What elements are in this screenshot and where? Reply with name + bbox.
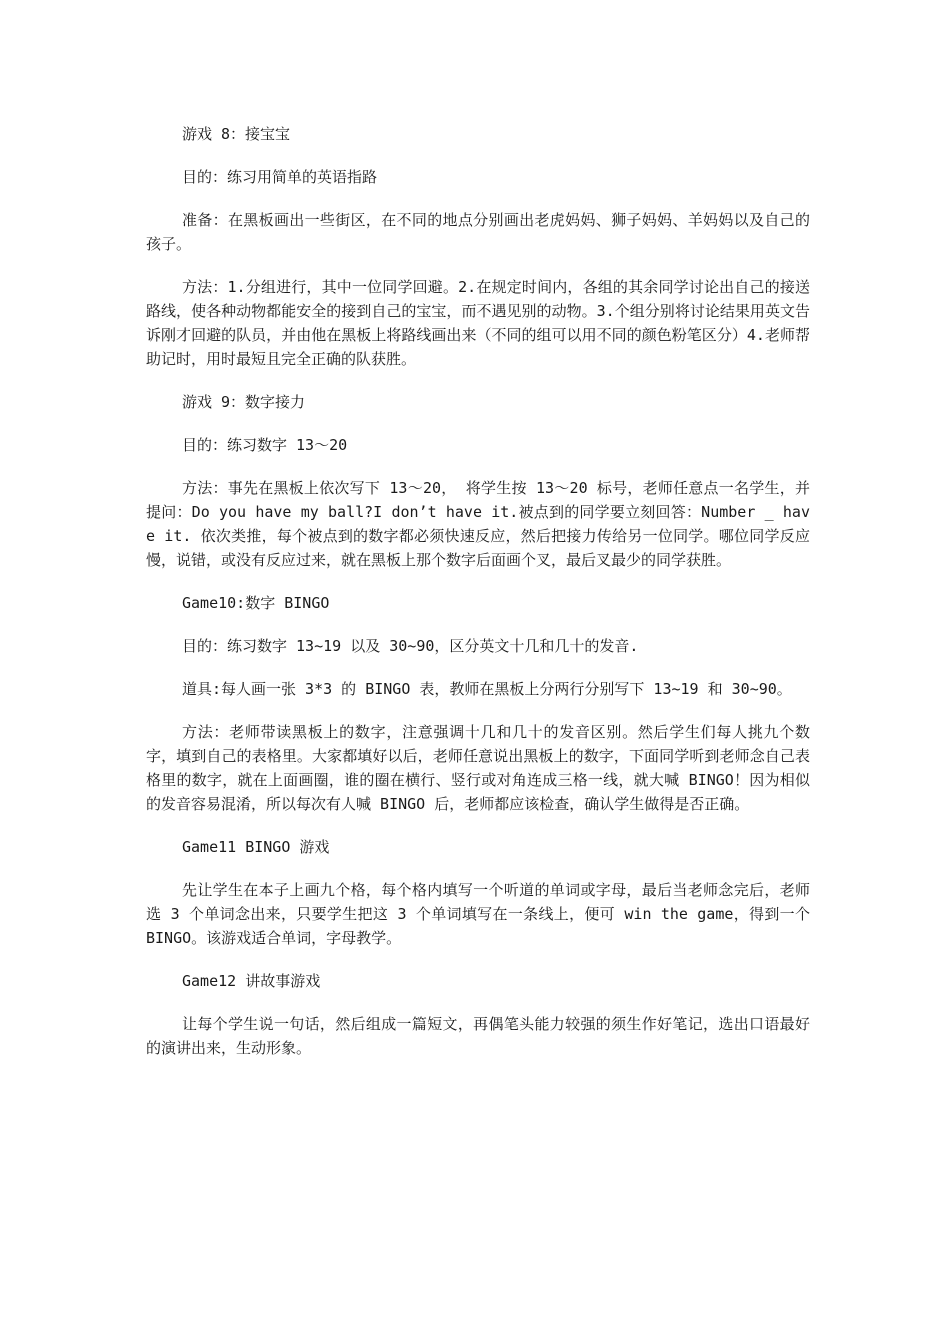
game9-title: 游戏 9：数字接力	[182, 393, 306, 411]
game10-props: 道具:每人画一张 3*3 的 BINGO 表，教师在黑板上分两行分别写下 13~19 和 30~90。	[182, 680, 792, 698]
game8-preparation: 准备：在黑板画出一些街区，在不同的地点分别画出老虎妈妈、狮子妈妈、羊妈妈以及自己的孩子。	[146, 211, 810, 253]
game8-title: 游戏 8：接宝宝	[182, 125, 291, 143]
game9-method: 方法：事先在黑板上依次写下 13～20， 将学生按 13～20 标号，老师任意点一名学生，并提问：Do you have my ball?I don’t have it.被点到的同学要立刻回答：Number _ have it. 依次类推，每个被点到的数字都必须快速反应，然后把接力传给另一位同学。哪位同学反应慢，说错，或没有反应过来，就在黑板上那个数字后面画个叉，最后叉最少的同学获胜。	[146, 479, 810, 569]
game8-purpose: 目的：练习用简单的英语指路	[182, 168, 378, 186]
game10-purpose: 目的：练习数字 13~19 以及 30~90，区分英文十几和几十的发音.	[182, 637, 639, 655]
game10-title: Game10:数字 BINGO	[182, 594, 330, 612]
game12-method: 让每个学生说一句话，然后组成一篇短文，再偶笔头能力较强的须生作好笔记，选出口语最好的演讲出来，生动形象。	[146, 1015, 810, 1057]
game11-method: 先让学生在本子上画九个格，每个格内填写一个听道的单词或字母，最后当老师念完后，老师选 3 个单词念出来，只要学生把这 3 个单词填写在一条线上，便可 win the game，得到一个 BINGO。该游戏适合单词，字母教学。	[146, 881, 810, 947]
game12-title: Game12 讲故事游戏	[182, 972, 321, 990]
game9-purpose: 目的：练习数字 13～20	[182, 436, 348, 454]
document-body	[146, 122, 810, 1079]
game10-method: 方法：老师带读黑板上的数字，注意强调十几和几十的发音区别。然后学生们每人挑九个数字，填到自己的表格里。大家都填好以后，老师任意说出黑板上的数字，下面同学听到老师念自己表格里的数字，就在上面画圈，谁的圈在横行、竖行或对角连成三格一线，就大喊 BINGO！因为相似的发音容易混淆，所以每次有人喊 BINGO 后，老师都应该检查，确认学生做得是否正确。	[146, 723, 810, 813]
game8-method: 方法：1.分组进行，其中一位同学回避。2.在规定时间内，各组的其余同学讨论出自己的接送路线，使各种动物都能安全的接到自己的宝宝，而不遇见别的动物。3.个组分别将讨论结果用英文告诉刚才回避的队员，并由他在黑板上将路线画出来（不同的组可以用不同的颜色粉笔区分）4.老师帮助记时，用时最短且完全正确的队获胜。	[146, 278, 810, 368]
game11-title: Game11 BINGO 游戏	[182, 838, 330, 856]
